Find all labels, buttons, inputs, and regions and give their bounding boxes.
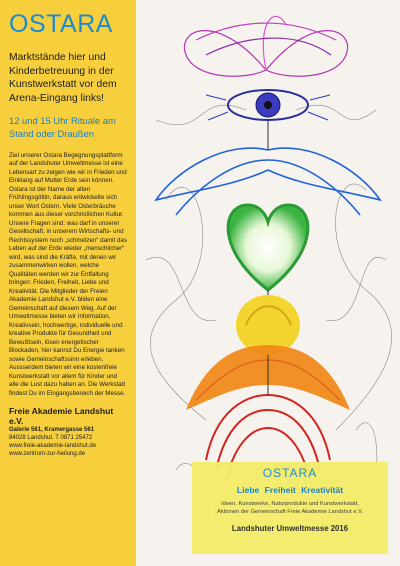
- event-info-box: [192, 462, 388, 554]
- footer-address: Galerie 561, Kramergasse 561: [9, 427, 95, 434]
- left-text-panel: [0, 0, 136, 566]
- footer-city-phone: 84028 Landshut. T 0871 25472: [9, 435, 93, 442]
- infobox-event-name: Landshuter Umweltmesse 2016: [231, 523, 349, 533]
- rituale-text: 12 und 15 Uhr Rituale am Stand oder Draußen: [9, 115, 116, 139]
- infobox-title: OSTARA: [262, 466, 318, 480]
- footer-website-2[interactable]: www.zentrum-zur-heilung.de: [9, 451, 86, 458]
- body-text: Ziel unserer Ostara Begegnungsplattform auf der Landshuter Umweltmesse ist eine Lebensart zu zeigen wie wir in Frieden und Einklang auf Mutter Erde sein können. Ostara ist der Name der alten Frühlingsgöttin, daraus entwickelte sich unser Wort Ostern. Viele Osterbräuche kommen aus dieser vorchristlichen Kultur. Unsere Fragen sind: was darf in unserer Gesellschaft, in unserem Wirtschafts- und Rechtssystem noch „schmelzen“ damit das Leben auf der Erde wieder „menschlicher“ wird, was sind die Kräfte, mit denen wir zusammenwirken wollen, welche Qualitäten werden wir zur Entfaltung bringen: Frieden, Freiheit, Liebe und Kreativität. Die Mitglieder der Freien Akademie Landshut e.V. bilden eine Gemeinschaft auf diesem Weg. Auf der Umweltmesse bieten wir Information, Kreativsein, hochwertige, individuelle und kreative Produkte für Gesundheit und Bewußtsein, lösen energetischer Blockaden, hier kannst Du Energie tanken sowie Gemeinschaftssinn erleben. Aussserdem bieten wir eine kostenfreie Kunstwerkstatt vor allem für Kinder und alle die Lust dazu haben an. Die Werkstatt findest Du im Eingangsbereich der Messe.: [9, 151, 127, 397]
- poster-title: OSTARA: [9, 10, 113, 38]
- infobox-slogan: Liebe Freiheit Kreativität: [236, 485, 344, 495]
- infobox-description-line-2: Aktionen der Gemeinschaft Freie Akademie Landshut e.V.: [217, 508, 363, 515]
- footer-organization: Freie Akademie Landshut e.V.: [9, 406, 114, 427]
- intro-text: Marktstände hier und Kinderbetreuung in der Kunstwerkstatt vor dem Arena-Eingang links!: [9, 52, 117, 104]
- footer-website-1[interactable]: www.freie-akademie-landshut.de: [9, 443, 97, 450]
- infobox-description-line-1: Ideen, Kunstwerke, Naturprodukte und Kunstwerkstatt,: [221, 501, 359, 507]
